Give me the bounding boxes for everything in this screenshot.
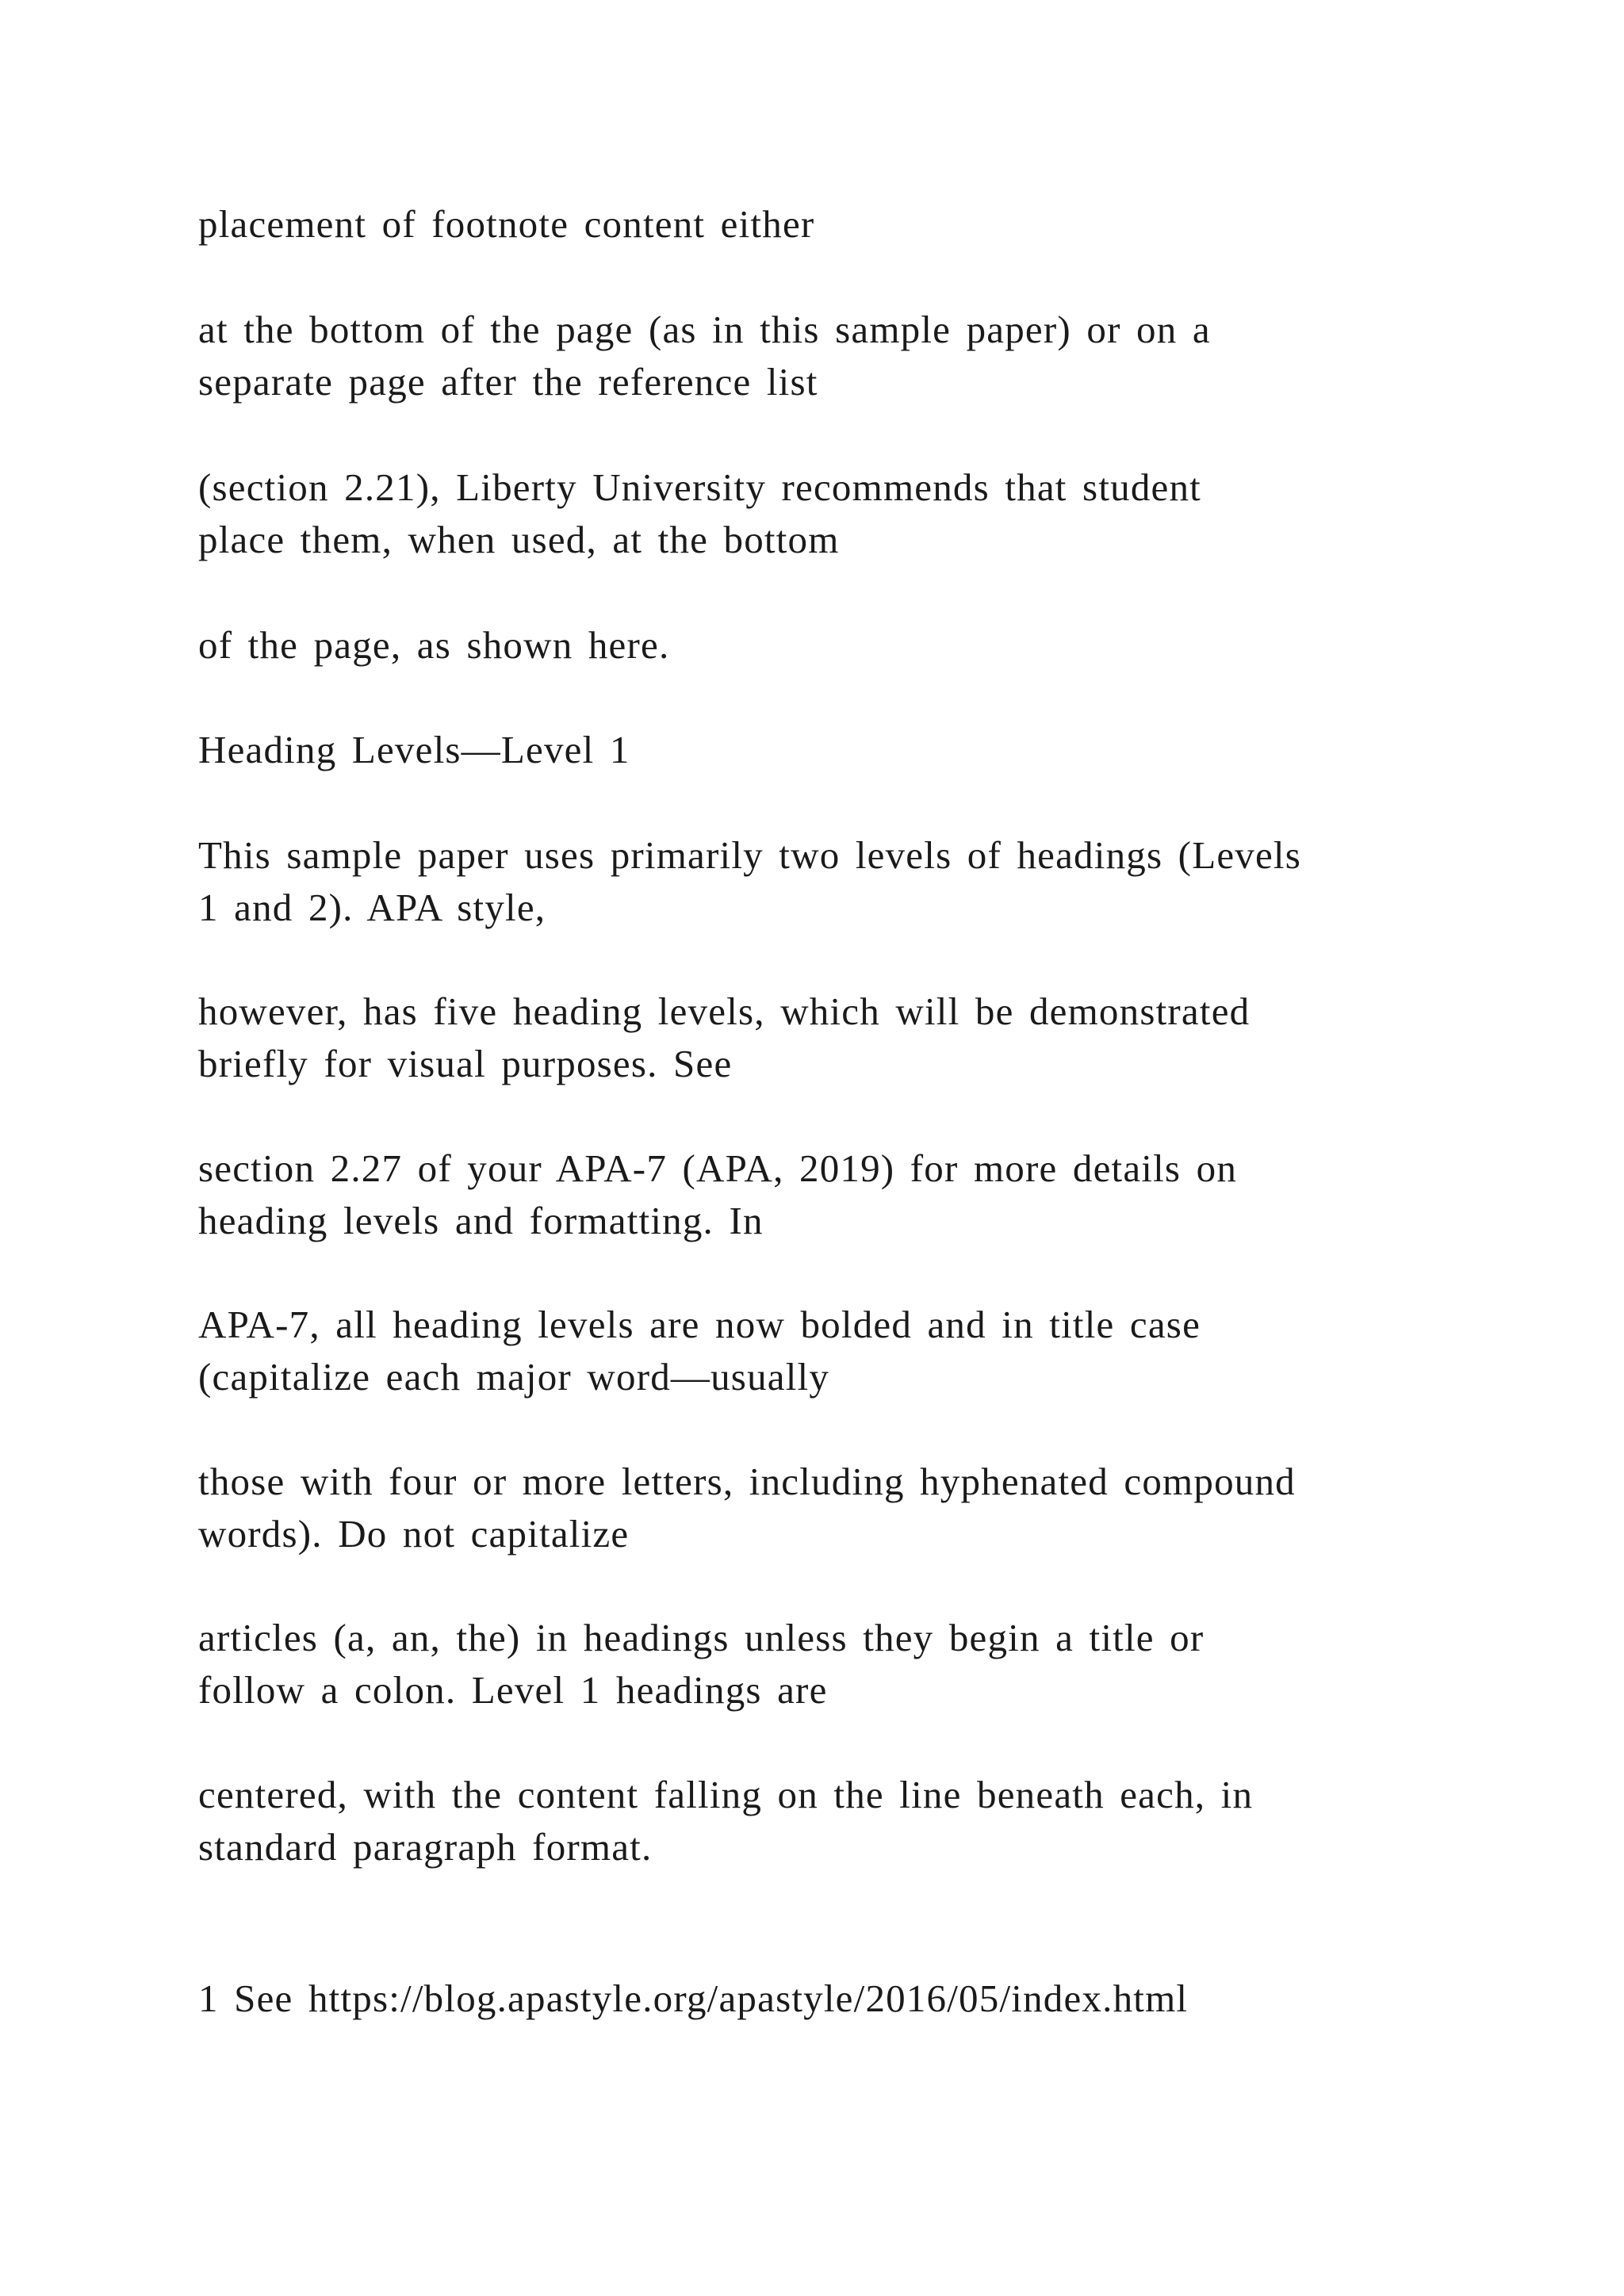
heading-text: Heading Levels—Level 1 [198, 728, 630, 771]
text-line: section 2.27 of your APA-7 (APA, 2019) for more details on [198, 1146, 1238, 1190]
text-line: This sample paper uses primarily two levels of headings (Levels [198, 833, 1302, 877]
footnote [198, 1973, 1507, 2025]
text-line: separate page after the reference list [198, 360, 818, 404]
paragraph-centered-format [198, 1769, 1507, 1873]
paragraph-bolded-title-case [198, 1299, 1507, 1403]
paragraph-liberty-recommendation [198, 461, 1507, 566]
text-line: briefly for visual purposes. See [198, 1042, 733, 1085]
paragraph-articles [198, 1612, 1507, 1716]
paragraph-heading-levels-intro [198, 829, 1507, 934]
paragraph-footnote-placement [198, 198, 1507, 251]
footnote-text: 1 See https://blog.apastyle.org/apastyle/2016/05/index.html [198, 1976, 1189, 2020]
text-line: heading levels and formatting. In [198, 1199, 764, 1242]
text-line: articles (a, an, the) in headings unless they begin a title or [198, 1616, 1205, 1659]
text-line: place them, when used, at the bottom [198, 518, 840, 561]
text-line: (capitalize each major word—usually [198, 1355, 830, 1399]
text-line: those with four or more letters, including hyphenated compound [198, 1460, 1296, 1503]
heading-level-1 [198, 724, 1507, 776]
paragraph-bottom-of-page [198, 304, 1507, 408]
paragraph-four-letters [198, 1456, 1507, 1560]
text-line: words). Do not capitalize [198, 1512, 630, 1556]
text-line: APA-7, all heading levels are now bolded and in title case [198, 1303, 1201, 1346]
text-line: 1 and 2). APA style, [198, 886, 546, 929]
text-line: follow a colon. Level 1 headings are [198, 1668, 828, 1712]
paragraph-five-heading-levels [198, 985, 1507, 1090]
paragraph-section-reference [198, 1142, 1507, 1247]
text-line: (section 2.21), Liberty University recommends that student [198, 465, 1201, 509]
text-line: placement of footnote content either [198, 202, 815, 246]
text-line: standard paragraph format. [198, 1825, 653, 1869]
text-line: however, has five heading levels, which will be demonstrated [198, 989, 1251, 1033]
text-line: of the page, as shown here. [198, 623, 670, 667]
paragraph-shown-here [198, 619, 1507, 672]
text-line: at the bottom of the page (as in this sample paper) or on a [198, 308, 1211, 351]
text-line: centered, with the content falling on the line beneath each, in [198, 1773, 1254, 1816]
